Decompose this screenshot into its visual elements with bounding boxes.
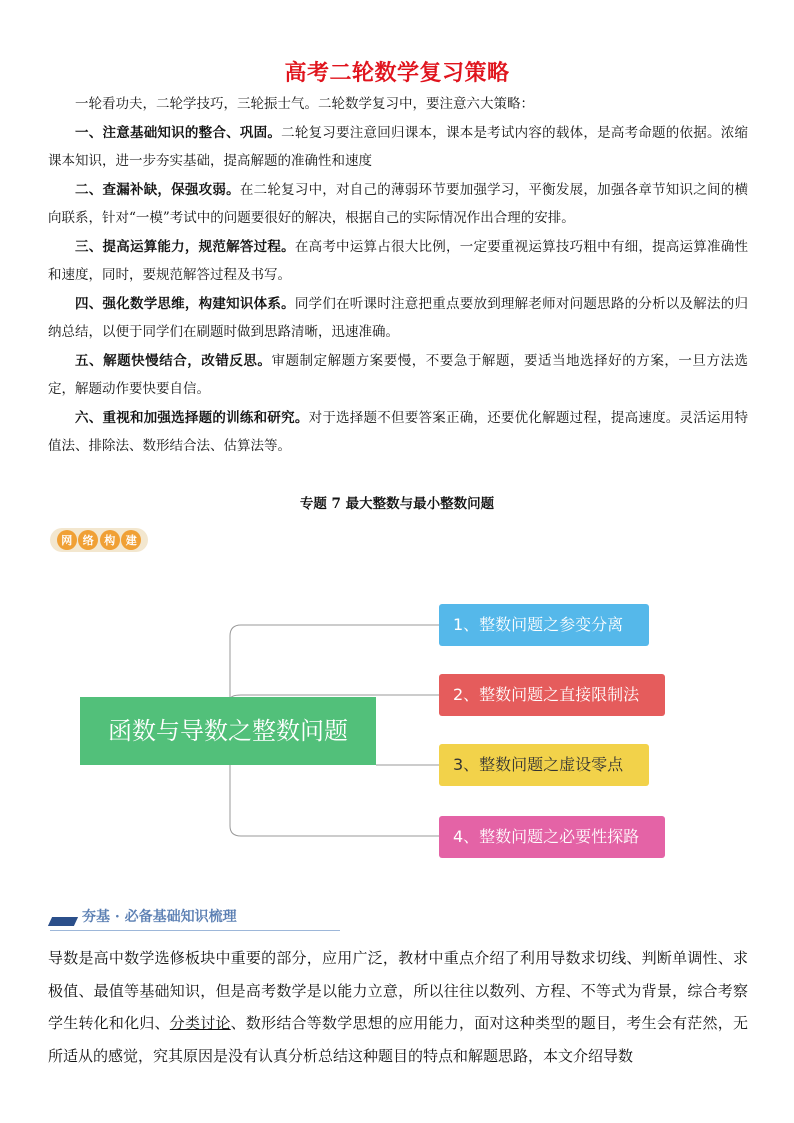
mindmap-center-node: 函数与导数之整数问题 (80, 697, 376, 765)
section-label: 夯基 · 必备基础知识梳理 (82, 909, 237, 925)
intro-section (48, 90, 748, 461)
strategy-head: 一、注意基础知识的整合、巩固。 (75, 124, 282, 141)
connector-line (230, 625, 439, 697)
intro-lead: 一轮看功夫，二轮学技巧，三轮振士气。二轮数学复习中，要注意六大策略： (75, 96, 534, 112)
section-heading (50, 906, 340, 931)
badge-char: 建 (121, 530, 141, 550)
strategy-text: 审题制定解题方案要慢，不要急于解题，要适当地选择好的方案，一旦方法选定，解题动作要快要自信。 (48, 352, 749, 397)
badge-char: 网 (57, 530, 77, 550)
strategy-item (48, 404, 748, 461)
strategy-text: 同学们在听课时注意把重点要放到理解老师对问题思路的分析以及解法的归纳总结，以便于同学们在刷题时做到思路清晰，迅速准确。 (48, 295, 749, 340)
strategy-head: 四、强化数学思维，构建知识体系。 (75, 295, 295, 312)
topic-heading: 专题 7 最大整数与最小整数问题 (299, 496, 495, 512)
strategy-head: 二、查漏补缺，保强攻弱。 (75, 181, 240, 198)
strategy-text: 二轮复习要注意回归课本，课本是考试内容的载体，是高考命题的依据。浓缩课本知识，进一步夯实基础，提高解题的准确性和速度 (48, 124, 748, 169)
mindmap-branch-2: 2、整数问题之直接限制法 (439, 674, 665, 716)
underlined-term: 分类讨论 (169, 1014, 231, 1032)
strategy-text: 对于选择题不但要答案正确，还要优化解题过程，提高速度。灵活运用特值法、排除法、数形结合法、估算法等。 (48, 409, 749, 454)
strategy-item (48, 176, 748, 233)
mindmap-branch-3: 3、整数问题之虚设零点 (439, 744, 649, 786)
strategy-item (48, 290, 748, 347)
strategy-head: 六、重视和加强选择题的训练和研究。 (75, 409, 309, 426)
body-text-before: 导数是高中数学选修板块中重要的部分，应用广泛，教材中重点介绍了利用导数求切线、判断单调性、求极值、最值等基础知识，但是高考数学是以能力立意，所以往往以数列、方程、不等式为背景，综合考察学生转化和化归、 (48, 949, 748, 1032)
body-text-after: 、数形结合等数学思想的应用能力，面对这种类型的题目，考生会有茫然，无所适从的感觉，究其原因是没有认真分析总结这种题目的特点和解题思路，本文介绍导数 (48, 1014, 748, 1065)
strategy-item (48, 347, 748, 404)
strategy-item (48, 233, 748, 290)
strategy-text: 在二轮复习中，对自己的薄弱环节要加强学习，平衡发展，加强各章节知识之间的横向联系，针对“一模”考试中的问题要很好的解决，根据自己的实际情况作出合理的安排。 (48, 181, 748, 226)
body-paragraph (48, 942, 748, 1072)
strategy-item (48, 119, 748, 176)
strategy-text: 在高考中运算占很大比例，一定要重视运算技巧粗中有细，提高运算准确性和速度，同时，要规范解答过程及书写。 (48, 238, 749, 283)
badge-char: 构 (100, 530, 120, 550)
page-title: 高考二轮数学复习策略 (284, 61, 510, 86)
mindmap-branch-1: 1、整数问题之参变分离 (439, 604, 649, 646)
section-bar-icon (48, 917, 78, 926)
badge-char: 络 (78, 530, 98, 550)
mindmap-branch-4: 4、整数问题之必要性探路 (439, 816, 665, 858)
strategy-head: 三、提高运算能力，规范解答过程。 (75, 238, 295, 255)
connector-line (230, 765, 439, 836)
body-text (48, 942, 748, 1072)
network-badge (50, 528, 148, 552)
strategy-head: 五、解题快慢结合，改错反思。 (75, 352, 272, 369)
